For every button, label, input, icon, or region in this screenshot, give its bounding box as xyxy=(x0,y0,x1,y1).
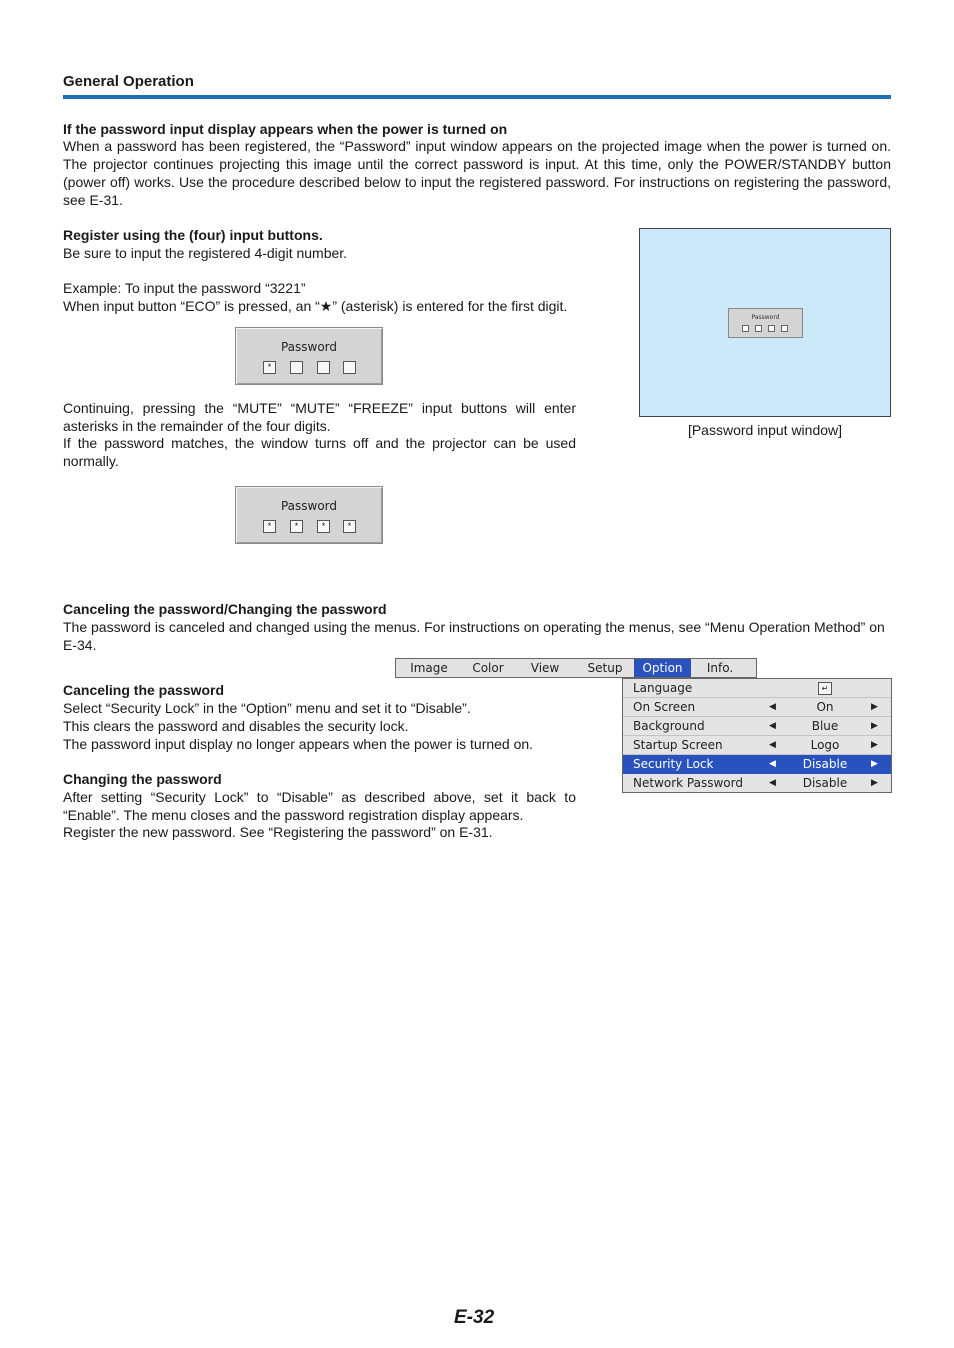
menu-row-label: Startup Screen xyxy=(633,738,723,752)
register-continuing: Continuing, pressing the “MUTE” “MUTE” “FREEZE” input buttons will enter asterisks in the remainder of the four digits. xyxy=(63,400,576,434)
enter-icon[interactable]: ↵ xyxy=(818,682,832,695)
intro-body: When a password has been registered, the “Password” input window appears on the projected image when the power is turned on. The projector continues projecting this image until the correct password is input. At this time, only the POWER/STANDBY button (power off) works. Use the procedure described below to input the registered password. For instructions on registering the password, see E-31. xyxy=(63,138,891,208)
intro-heading: If the password input display appears when the power is turned on xyxy=(63,121,508,137)
register-line1: Be sure to input the registered 4-digit number. xyxy=(63,245,348,261)
password-cell: * xyxy=(343,520,356,533)
password-dialog-title: Password xyxy=(280,499,338,513)
left-arrow-icon[interactable]: ◀ xyxy=(769,740,776,750)
register-line2: When input button “ECO” is pressed, an “★” (asterisk) is entered for the first digit. xyxy=(63,298,568,314)
mini-password-dialog xyxy=(728,308,803,338)
tab-image[interactable]: Image xyxy=(410,661,448,675)
tab-color[interactable]: Color xyxy=(472,661,504,675)
screen-caption: [Password input window] xyxy=(687,422,843,438)
password-cell xyxy=(317,361,330,374)
right-arrow-icon[interactable]: ▶ xyxy=(871,721,878,731)
option-menu xyxy=(622,678,892,793)
mini-password-title: Password xyxy=(751,314,780,321)
register-heading: Register using the (four) input buttons. xyxy=(63,227,323,243)
register-example: Example: To input the password “3221” xyxy=(63,280,306,296)
tab-view[interactable]: View xyxy=(530,661,560,675)
password-cell xyxy=(290,361,303,374)
cancel-change-body: The password is canceled and changed using the menus. For instructions on operating the menus, see “Menu Operation Method” on E-34. xyxy=(63,619,885,653)
left-arrow-icon[interactable]: ◀ xyxy=(769,721,776,731)
password-cell: * xyxy=(263,520,276,533)
menu-row-language[interactable] xyxy=(623,679,891,698)
menu-row-on-screen[interactable] xyxy=(623,698,891,717)
password-dialog-title: Password xyxy=(280,340,338,354)
menu-tab-bar xyxy=(395,658,757,678)
right-arrow-icon[interactable]: ▶ xyxy=(871,778,878,788)
changing-heading: Changing the password xyxy=(63,771,222,787)
password-dialog-complete xyxy=(235,486,383,544)
menu-row-value: Disable xyxy=(802,757,848,771)
menu-row-value: On xyxy=(816,700,834,714)
page-number: E-32 xyxy=(454,1307,495,1328)
menu-row-background[interactable] xyxy=(623,717,891,736)
left-arrow-icon[interactable]: ◀ xyxy=(769,759,776,769)
canceling-heading: Canceling the password xyxy=(63,682,225,698)
menu-row-label: Security Lock xyxy=(633,757,714,771)
tab-option[interactable]: Option xyxy=(634,659,691,677)
menu-row-label: On Screen xyxy=(633,700,696,714)
menu-row-label: Network Password xyxy=(633,776,743,790)
canceling-line3: The password input display no longer appears when the power is turned on. xyxy=(63,736,534,752)
mini-password-cell xyxy=(781,325,788,332)
menu-row-network-password[interactable] xyxy=(623,774,891,793)
right-arrow-icon[interactable]: ▶ xyxy=(871,759,878,769)
menu-row-value: Blue xyxy=(811,719,839,733)
register-match: If the password matches, the window turns off and the projector can be used normally. xyxy=(63,435,576,469)
section-title: General Operation xyxy=(63,73,194,90)
canceling-line2: This clears the password and disables the security lock. xyxy=(63,718,409,734)
projected-screen xyxy=(639,228,891,417)
mini-password-cell xyxy=(742,325,749,332)
password-cell xyxy=(343,361,356,374)
changing-body1: After setting “Security Lock” to “Disable” as described above, set it back to “Enable”. The menu closes and the password registration display appears. xyxy=(63,789,576,823)
header-rule xyxy=(63,95,891,99)
menu-row-startup-screen[interactable] xyxy=(623,736,891,755)
cancel-change-heading: Canceling the password/Changing the password xyxy=(63,601,387,617)
tab-setup[interactable]: Setup xyxy=(587,661,623,675)
password-dialog-first-digit xyxy=(235,327,383,385)
left-arrow-icon[interactable]: ◀ xyxy=(769,702,776,712)
changing-body2: Register the new password. See “Registering the password” on E-31. xyxy=(63,824,493,840)
menu-row-security-lock[interactable] xyxy=(623,755,891,774)
password-cell: * xyxy=(263,361,276,374)
right-arrow-icon[interactable]: ▶ xyxy=(871,740,878,750)
left-arrow-icon[interactable]: ◀ xyxy=(769,778,776,788)
password-cell: * xyxy=(317,520,330,533)
canceling-line1: Select “Security Lock” in the “Option” menu and set it to “Disable”. xyxy=(63,700,471,716)
menu-row-label: Background xyxy=(633,719,705,733)
password-cell: * xyxy=(290,520,303,533)
tab-info[interactable]: Info. xyxy=(706,661,734,675)
mini-password-cell xyxy=(768,325,775,332)
mini-password-cell xyxy=(755,325,762,332)
menu-row-label: Language xyxy=(633,681,693,695)
right-arrow-icon[interactable]: ▶ xyxy=(871,702,878,712)
menu-row-value: Logo xyxy=(810,738,840,752)
menu-row-value: Disable xyxy=(802,776,848,790)
